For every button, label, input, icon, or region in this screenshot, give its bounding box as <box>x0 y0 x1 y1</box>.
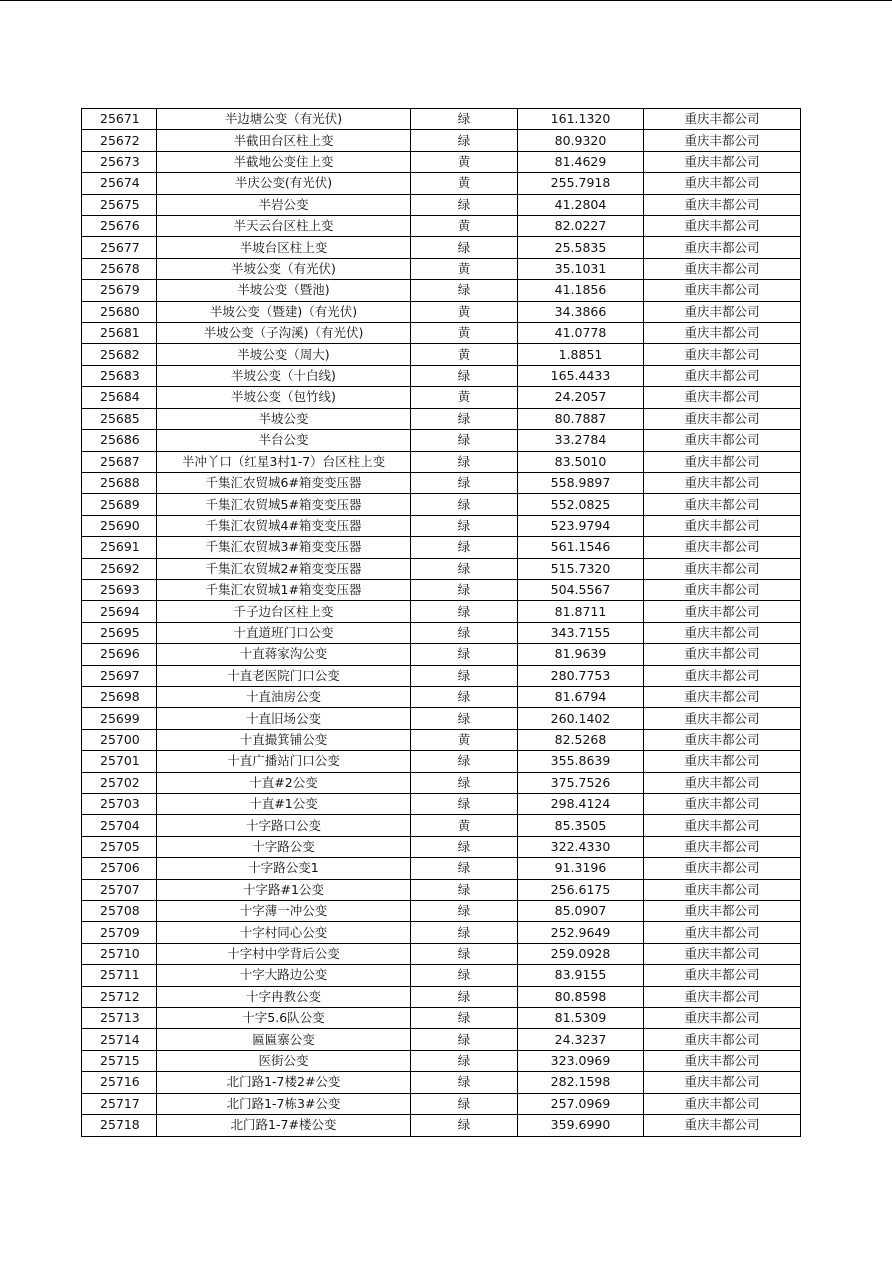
status-cell: 黄 <box>411 216 518 237</box>
row-id: 25682 <box>82 344 157 365</box>
company-cell: 重庆丰都公司 <box>644 515 801 536</box>
status-cell: 绿 <box>411 130 518 151</box>
table-row <box>82 1115 801 1136</box>
row-id: 25704 <box>82 815 157 836</box>
table-row <box>82 537 801 558</box>
value-cell: 34.3866 <box>518 301 644 322</box>
company-cell: 重庆丰都公司 <box>644 836 801 857</box>
value-cell: 85.0907 <box>518 901 644 922</box>
status-cell: 绿 <box>411 451 518 472</box>
table-row <box>82 451 801 472</box>
value-cell: 323.0969 <box>518 1050 644 1071</box>
row-id: 25718 <box>82 1115 157 1136</box>
company-cell: 重庆丰都公司 <box>644 323 801 344</box>
status-cell: 绿 <box>411 472 518 493</box>
status-cell: 绿 <box>411 708 518 729</box>
row-id: 25672 <box>82 130 157 151</box>
station-name: 半冲丫口（红星3村1-7）台区柱上变 <box>157 451 411 472</box>
row-id: 25696 <box>82 644 157 665</box>
table-row <box>82 258 801 279</box>
station-name: 北门路1-7楼2#公变 <box>157 1072 411 1093</box>
table-row <box>82 151 801 172</box>
row-id: 25695 <box>82 622 157 643</box>
row-id: 25678 <box>82 258 157 279</box>
status-cell: 绿 <box>411 579 518 600</box>
table-row <box>82 622 801 643</box>
station-name: 半坡台区柱上变 <box>157 237 411 258</box>
station-name: 半截田台区柱上变 <box>157 130 411 151</box>
row-id: 25687 <box>82 451 157 472</box>
row-id: 25674 <box>82 173 157 194</box>
table-body <box>82 109 801 1137</box>
value-cell: 82.0227 <box>518 216 644 237</box>
company-cell: 重庆丰都公司 <box>644 344 801 365</box>
value-cell: 81.5309 <box>518 1008 644 1029</box>
value-cell: 41.2804 <box>518 194 644 215</box>
row-id: 25707 <box>82 879 157 900</box>
table-row <box>82 344 801 365</box>
company-cell: 重庆丰都公司 <box>644 772 801 793</box>
table-row <box>82 922 801 943</box>
row-id: 25671 <box>82 109 157 130</box>
row-id: 25697 <box>82 665 157 686</box>
status-cell: 绿 <box>411 515 518 536</box>
station-name: 十直油房公变 <box>157 686 411 707</box>
value-cell: 523.9794 <box>518 515 644 536</box>
company-cell: 重庆丰都公司 <box>644 280 801 301</box>
row-id: 25699 <box>82 708 157 729</box>
station-name: 千集汇农贸城2#箱变变压器 <box>157 558 411 579</box>
station-name: 半坡公变（暨池) <box>157 280 411 301</box>
row-id: 25685 <box>82 408 157 429</box>
value-cell: 81.4629 <box>518 151 644 172</box>
company-cell: 重庆丰都公司 <box>644 430 801 451</box>
row-id: 25677 <box>82 237 157 258</box>
table-row <box>82 515 801 536</box>
table-row <box>82 879 801 900</box>
table-row <box>82 1072 801 1093</box>
station-name: 医街公变 <box>157 1050 411 1071</box>
status-cell: 绿 <box>411 794 518 815</box>
status-cell: 绿 <box>411 622 518 643</box>
company-cell: 重庆丰都公司 <box>644 237 801 258</box>
station-name: 半坡公变（有光伏) <box>157 258 411 279</box>
table-row <box>82 858 801 879</box>
status-cell: 绿 <box>411 109 518 130</box>
table-row <box>82 751 801 772</box>
status-cell: 绿 <box>411 1115 518 1136</box>
station-name: 千子边台区柱上变 <box>157 601 411 622</box>
value-cell: 552.0825 <box>518 494 644 515</box>
row-id: 25700 <box>82 729 157 750</box>
table-row <box>82 665 801 686</box>
row-id: 25676 <box>82 216 157 237</box>
value-cell: 80.7887 <box>518 408 644 429</box>
value-cell: 322.4330 <box>518 836 644 857</box>
status-cell: 黄 <box>411 301 518 322</box>
status-cell: 绿 <box>411 879 518 900</box>
station-name: 十字5.6队公变 <box>157 1008 411 1029</box>
station-name: 千集汇农贸城5#箱变变压器 <box>157 494 411 515</box>
value-cell: 25.5835 <box>518 237 644 258</box>
row-id: 25717 <box>82 1093 157 1114</box>
station-name: 半坡公变（子沟溪)（有光伏) <box>157 323 411 344</box>
row-id: 25709 <box>82 922 157 943</box>
row-id: 25679 <box>82 280 157 301</box>
value-cell: 259.0928 <box>518 943 644 964</box>
table-row <box>82 794 801 815</box>
value-cell: 504.5567 <box>518 579 644 600</box>
station-name: 北门路1-7栋3#公变 <box>157 1093 411 1114</box>
row-id: 25692 <box>82 558 157 579</box>
status-cell: 绿 <box>411 836 518 857</box>
status-cell: 黄 <box>411 387 518 408</box>
value-cell: 81.9639 <box>518 644 644 665</box>
row-id: 25691 <box>82 537 157 558</box>
value-cell: 282.1598 <box>518 1072 644 1093</box>
company-cell: 重庆丰都公司 <box>644 365 801 386</box>
table-row <box>82 986 801 1007</box>
value-cell: 1.8851 <box>518 344 644 365</box>
station-name: 十字冉教公变 <box>157 986 411 1007</box>
company-cell: 重庆丰都公司 <box>644 451 801 472</box>
station-name: 千集汇农贸城1#箱变变压器 <box>157 579 411 600</box>
company-cell: 重庆丰都公司 <box>644 216 801 237</box>
value-cell: 256.6175 <box>518 879 644 900</box>
company-cell: 重庆丰都公司 <box>644 1029 801 1050</box>
company-cell: 重庆丰都公司 <box>644 173 801 194</box>
row-id: 25673 <box>82 151 157 172</box>
row-id: 25702 <box>82 772 157 793</box>
station-name: 千集汇农贸城4#箱变变压器 <box>157 515 411 536</box>
table-row <box>82 1050 801 1071</box>
company-cell: 重庆丰都公司 <box>644 708 801 729</box>
value-cell: 33.2784 <box>518 430 644 451</box>
station-name: 千集汇农贸城3#箱变变压器 <box>157 537 411 558</box>
table-row <box>82 494 801 515</box>
company-cell: 重庆丰都公司 <box>644 879 801 900</box>
value-cell: 515.7320 <box>518 558 644 579</box>
station-name: 半坡公变（暨建)（有光伏) <box>157 301 411 322</box>
table-row <box>82 194 801 215</box>
station-name: 十字路口公变 <box>157 815 411 836</box>
row-id: 25716 <box>82 1072 157 1093</box>
station-name: 十直广播站门口公变 <box>157 751 411 772</box>
value-cell: 252.9649 <box>518 922 644 943</box>
status-cell: 绿 <box>411 1072 518 1093</box>
row-id: 25689 <box>82 494 157 515</box>
table-row <box>82 472 801 493</box>
station-name: 半坡公变 <box>157 408 411 429</box>
table-row <box>82 216 801 237</box>
company-cell: 重庆丰都公司 <box>644 986 801 1007</box>
status-cell: 黄 <box>411 344 518 365</box>
station-name: 半坡公变（包竹线) <box>157 387 411 408</box>
table-row <box>82 173 801 194</box>
value-cell: 161.1320 <box>518 109 644 130</box>
table-row <box>82 901 801 922</box>
value-cell: 343.7155 <box>518 622 644 643</box>
value-cell: 83.5010 <box>518 451 644 472</box>
station-name: 十字村同心公变 <box>157 922 411 943</box>
row-id: 25698 <box>82 686 157 707</box>
company-cell: 重庆丰都公司 <box>644 901 801 922</box>
table-row <box>82 1029 801 1050</box>
table-row <box>82 686 801 707</box>
row-id: 25711 <box>82 965 157 986</box>
table-row <box>82 558 801 579</box>
table-row <box>82 323 801 344</box>
status-cell: 绿 <box>411 537 518 558</box>
row-id: 25686 <box>82 430 157 451</box>
status-cell: 绿 <box>411 1093 518 1114</box>
status-cell: 绿 <box>411 644 518 665</box>
table-row <box>82 301 801 322</box>
table-row <box>82 729 801 750</box>
company-cell: 重庆丰都公司 <box>644 579 801 600</box>
row-id: 25712 <box>82 986 157 1007</box>
company-cell: 重庆丰都公司 <box>644 622 801 643</box>
status-cell: 绿 <box>411 1008 518 1029</box>
status-cell: 绿 <box>411 943 518 964</box>
row-id: 25714 <box>82 1029 157 1050</box>
status-cell: 黄 <box>411 729 518 750</box>
table-row <box>82 644 801 665</box>
value-cell: 257.0969 <box>518 1093 644 1114</box>
station-name: 匾匾寨公变 <box>157 1029 411 1050</box>
status-cell: 绿 <box>411 965 518 986</box>
status-cell: 绿 <box>411 751 518 772</box>
station-name: 十字村中学背后公变 <box>157 943 411 964</box>
row-id: 25681 <box>82 323 157 344</box>
company-cell: 重庆丰都公司 <box>644 644 801 665</box>
company-cell: 重庆丰都公司 <box>644 387 801 408</box>
status-cell: 绿 <box>411 194 518 215</box>
table-row <box>82 237 801 258</box>
station-name: 半边塘公变（有光伏) <box>157 109 411 130</box>
company-cell: 重庆丰都公司 <box>644 408 801 429</box>
row-id: 25675 <box>82 194 157 215</box>
company-cell: 重庆丰都公司 <box>644 922 801 943</box>
station-name: 千集汇农贸城6#箱变变压器 <box>157 472 411 493</box>
station-name: 半庆公变(有光伏) <box>157 173 411 194</box>
company-cell: 重庆丰都公司 <box>644 1072 801 1093</box>
status-cell: 绿 <box>411 901 518 922</box>
company-cell: 重庆丰都公司 <box>644 194 801 215</box>
table-row <box>82 965 801 986</box>
company-cell: 重庆丰都公司 <box>644 665 801 686</box>
value-cell: 80.9320 <box>518 130 644 151</box>
status-cell: 绿 <box>411 237 518 258</box>
station-name: 十直撮箕铺公变 <box>157 729 411 750</box>
value-cell: 24.2057 <box>518 387 644 408</box>
table-row <box>82 430 801 451</box>
station-name: 十直#2公变 <box>157 772 411 793</box>
status-cell: 绿 <box>411 408 518 429</box>
status-cell: 绿 <box>411 1050 518 1071</box>
status-cell: 绿 <box>411 558 518 579</box>
company-cell: 重庆丰都公司 <box>644 794 801 815</box>
table-row <box>82 708 801 729</box>
company-cell: 重庆丰都公司 <box>644 815 801 836</box>
company-cell: 重庆丰都公司 <box>644 537 801 558</box>
station-name: 半岩公变 <box>157 194 411 215</box>
company-cell: 重庆丰都公司 <box>644 301 801 322</box>
row-id: 25680 <box>82 301 157 322</box>
row-id: 25706 <box>82 858 157 879</box>
station-name: 十直蒋家沟公变 <box>157 644 411 665</box>
table-row <box>82 1008 801 1029</box>
value-cell: 83.9155 <box>518 965 644 986</box>
value-cell: 165.4433 <box>518 365 644 386</box>
station-name: 十字大路边公变 <box>157 965 411 986</box>
row-id: 25715 <box>82 1050 157 1071</box>
value-cell: 255.7918 <box>518 173 644 194</box>
station-name: 半天云台区柱上变 <box>157 216 411 237</box>
row-id: 25705 <box>82 836 157 857</box>
value-cell: 91.3196 <box>518 858 644 879</box>
station-name: 十字路公变 <box>157 836 411 857</box>
company-cell: 重庆丰都公司 <box>644 858 801 879</box>
company-cell: 重庆丰都公司 <box>644 472 801 493</box>
table-row <box>82 408 801 429</box>
company-cell: 重庆丰都公司 <box>644 258 801 279</box>
value-cell: 24.3237 <box>518 1029 644 1050</box>
value-cell: 558.9897 <box>518 472 644 493</box>
company-cell: 重庆丰都公司 <box>644 109 801 130</box>
status-cell: 绿 <box>411 601 518 622</box>
value-cell: 561.1546 <box>518 537 644 558</box>
status-cell: 绿 <box>411 858 518 879</box>
status-cell: 黄 <box>411 323 518 344</box>
status-cell: 绿 <box>411 1029 518 1050</box>
row-id: 25701 <box>82 751 157 772</box>
status-cell: 绿 <box>411 772 518 793</box>
company-cell: 重庆丰都公司 <box>644 965 801 986</box>
value-cell: 82.5268 <box>518 729 644 750</box>
value-cell: 80.8598 <box>518 986 644 1007</box>
row-id: 25708 <box>82 901 157 922</box>
station-name: 北门路1-7#楼公变 <box>157 1115 411 1136</box>
status-cell: 绿 <box>411 365 518 386</box>
page-top-border <box>0 0 892 1</box>
table-row <box>82 836 801 857</box>
row-id: 25684 <box>82 387 157 408</box>
status-cell: 绿 <box>411 686 518 707</box>
company-cell: 重庆丰都公司 <box>644 1050 801 1071</box>
row-id: 25688 <box>82 472 157 493</box>
value-cell: 81.6794 <box>518 686 644 707</box>
table-row <box>82 280 801 301</box>
row-id: 25683 <box>82 365 157 386</box>
row-id: 25710 <box>82 943 157 964</box>
station-name: 十字路#1公变 <box>157 879 411 900</box>
company-cell: 重庆丰都公司 <box>644 1093 801 1114</box>
status-cell: 绿 <box>411 280 518 301</box>
company-cell: 重庆丰都公司 <box>644 686 801 707</box>
row-id: 25690 <box>82 515 157 536</box>
status-cell: 黄 <box>411 815 518 836</box>
company-cell: 重庆丰都公司 <box>644 558 801 579</box>
status-cell: 绿 <box>411 922 518 943</box>
value-cell: 41.1856 <box>518 280 644 301</box>
value-cell: 355.8639 <box>518 751 644 772</box>
value-cell: 41.0778 <box>518 323 644 344</box>
company-cell: 重庆丰都公司 <box>644 601 801 622</box>
status-cell: 绿 <box>411 986 518 1007</box>
table-row <box>82 579 801 600</box>
table-row <box>82 109 801 130</box>
table-row <box>82 365 801 386</box>
station-name: 十直旧场公变 <box>157 708 411 729</box>
station-name: 十直#1公变 <box>157 794 411 815</box>
value-cell: 260.1402 <box>518 708 644 729</box>
row-id: 25703 <box>82 794 157 815</box>
table-row <box>82 815 801 836</box>
value-cell: 375.7526 <box>518 772 644 793</box>
station-name: 半坡公变（周大) <box>157 344 411 365</box>
value-cell: 359.6990 <box>518 1115 644 1136</box>
station-name: 半台公变 <box>157 430 411 451</box>
station-name: 十字薄一冲公变 <box>157 901 411 922</box>
station-name: 半截地公变住上变 <box>157 151 411 172</box>
company-cell: 重庆丰都公司 <box>644 943 801 964</box>
company-cell: 重庆丰都公司 <box>644 1115 801 1136</box>
station-name: 十直道班门口公变 <box>157 622 411 643</box>
station-name: 十直老医院门口公变 <box>157 665 411 686</box>
row-id: 25713 <box>82 1008 157 1029</box>
table-row <box>82 387 801 408</box>
table-row <box>82 772 801 793</box>
value-cell: 280.7753 <box>518 665 644 686</box>
company-cell: 重庆丰都公司 <box>644 1008 801 1029</box>
value-cell: 298.4124 <box>518 794 644 815</box>
status-cell: 黄 <box>411 258 518 279</box>
row-id: 25693 <box>82 579 157 600</box>
company-cell: 重庆丰都公司 <box>644 130 801 151</box>
station-name: 半坡公变（十白线) <box>157 365 411 386</box>
company-cell: 重庆丰都公司 <box>644 151 801 172</box>
status-cell: 绿 <box>411 665 518 686</box>
value-cell: 35.1031 <box>518 258 644 279</box>
company-cell: 重庆丰都公司 <box>644 729 801 750</box>
status-cell: 黄 <box>411 173 518 194</box>
status-cell: 绿 <box>411 494 518 515</box>
status-cell: 绿 <box>411 430 518 451</box>
status-cell: 黄 <box>411 151 518 172</box>
value-cell: 81.8711 <box>518 601 644 622</box>
row-id: 25694 <box>82 601 157 622</box>
station-name: 十字路公变1 <box>157 858 411 879</box>
table-row <box>82 130 801 151</box>
table-row <box>82 1093 801 1114</box>
table-row <box>82 943 801 964</box>
company-cell: 重庆丰都公司 <box>644 494 801 515</box>
value-cell: 85.3505 <box>518 815 644 836</box>
data-table <box>81 108 801 1137</box>
table-row <box>82 601 801 622</box>
company-cell: 重庆丰都公司 <box>644 751 801 772</box>
